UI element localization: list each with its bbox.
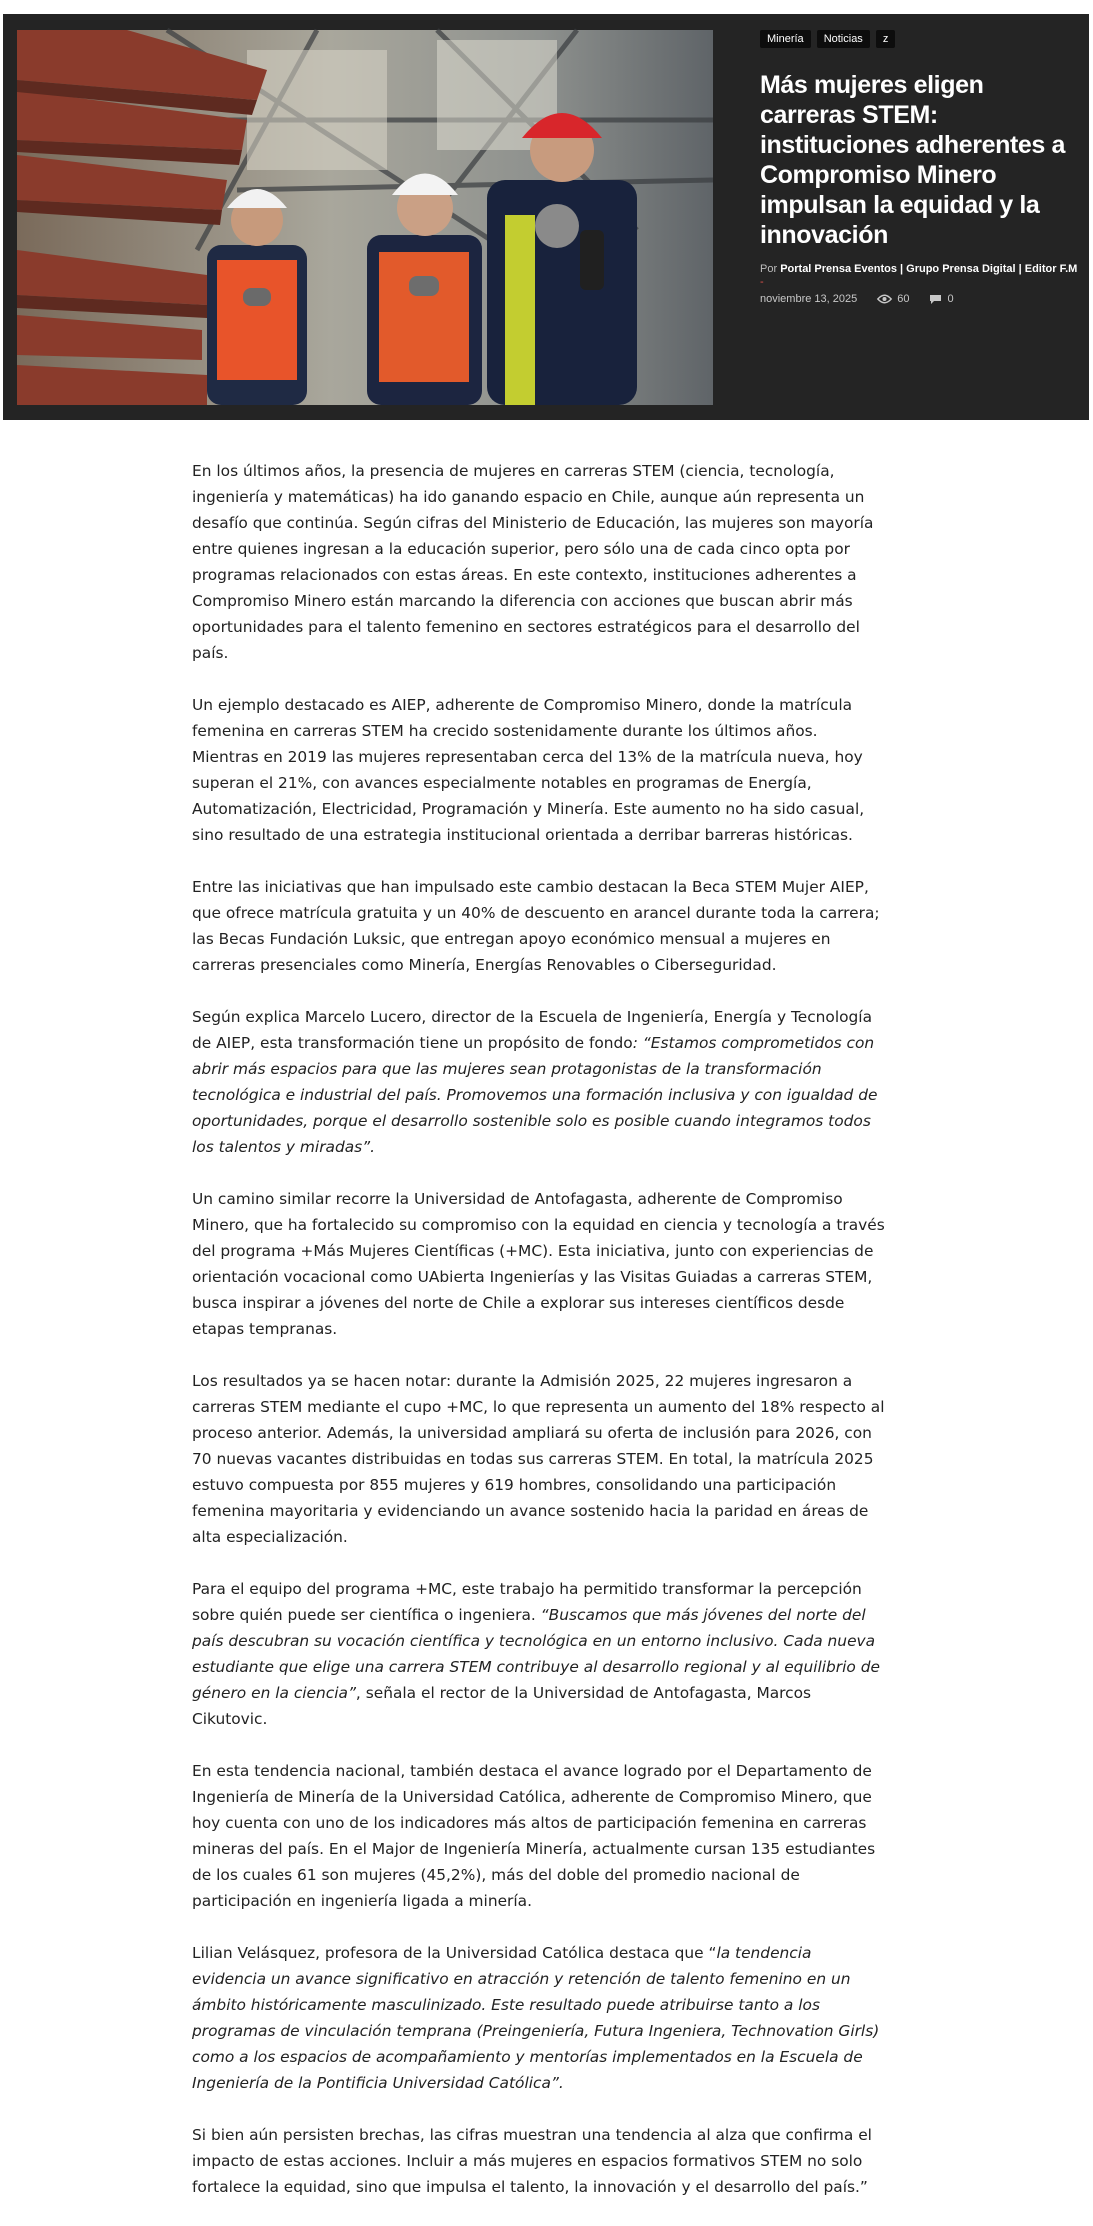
tag-mineria[interactable]: Minería xyxy=(760,30,811,48)
comments-stat[interactable] xyxy=(929,293,953,305)
quote-text: la tendencia evidencia un avance significativo en atracción y retención de talento femenino en un ámbito históricamente masculinizado. Este resultado puede atribuirse tanto a los programas de vinculación temprana (Preingeniería, Futura Ingeniera, Technovation Girls) como a los espacios de acompañamiento y mentorías implementados en la Escuela de Ingeniería de la Pontificia Universidad Católica”. xyxy=(192,1944,880,2092)
comments-count: 0 xyxy=(947,293,954,305)
tag-noticias[interactable]: Noticias xyxy=(817,30,870,48)
article-body xyxy=(192,458,887,2226)
paragraph-text: Para el equipo del programa +MC, este trabajo ha permitido transformar la percepción sobre quién puede ser científica o ingeniera. xyxy=(192,1580,862,1624)
byline-separator: - xyxy=(760,276,764,288)
hero-info xyxy=(760,30,1080,305)
article-paragraph xyxy=(192,1004,887,1160)
photo-three-women-miners-icon xyxy=(17,30,713,405)
article-hero xyxy=(3,14,1089,420)
article-paragraph xyxy=(192,1576,887,1732)
author-link[interactable]: Portal Prensa Eventos | Grupo Prensa Digital | Editor F.M xyxy=(780,263,1078,275)
tag-z[interactable]: z xyxy=(876,30,896,48)
views-stat xyxy=(877,293,909,305)
byline-prefix: Por xyxy=(760,263,778,275)
paragraph-text: Lilian Velásquez, profesora de la Universidad Católica destaca que “ xyxy=(192,1944,717,1962)
article-paragraph xyxy=(192,1940,887,2096)
views-count: 60 xyxy=(897,293,910,305)
article-paragraph: Los resultados ya se hacen notar: durante la Admisión 2025, 22 mujeres ingresaron a carreras STEM mediante el cupo +MC, lo que representa un aumento del 18% respecto al proceso anterior. Además, la universidad ampliará su oferta de inclusión para 2026, con 70 nuevas vacantes distribuidas en todas sus carreras STEM. En total, la matrícula 2025 estuvo compuesta por 855 mujeres y 619 hombres, consolidando una participación femenina mayoritaria y evidenciando un avance sostenido hacia la paridad en áreas de alta especialización. xyxy=(192,1372,885,1546)
quote-text: : “Estamos comprometidos con abrir más espacios para que las mujeres sean protagonistas de la transformación tecnológica e industrial del país. Promovemos una formación inclusiva y con igualdad de oportunidades, porque el desarrollo sostenible solo es posible cuando integramos todos los talentos y miradas”. xyxy=(192,1034,878,1156)
paragraph-text: , señala el rector de la Universidad de Antofagasta, Marcos Cikutovic. xyxy=(192,1684,812,1728)
publish-date: noviembre 13, 2025 xyxy=(760,293,858,305)
article-meta xyxy=(760,293,1080,305)
eye-icon xyxy=(877,294,892,304)
byline xyxy=(760,263,1080,289)
article-title: Más mujeres eligen carreras STEM: instituciones adherentes a Compromiso Minero impulsan la equidad y la innovación xyxy=(760,71,1065,249)
article-paragraph: Entre las iniciativas que han impulsado este cambio destacan la Beca STEM Mujer AIEP, que ofrece matrícula gratuita y un 40% de descuento en arancel durante toda la carrera; las Becas Fundación Luksic, que entregan apoyo económico mensual a mujeres en carreras presenciales como Minería, Energías Renovables o Ciberseguridad. xyxy=(192,878,880,974)
category-tags xyxy=(760,30,1080,48)
paragraph-text: Según explica Marcelo Lucero, director de la Escuela de Ingeniería, Energía y Tecnología de AIEP, esta transformación tiene un propósito de fondo xyxy=(192,1008,873,1052)
article-paragraph: En esta tendencia nacional, también destaca el avance logrado por el Departamento de Ingeniería de Minería de la Universidad Católica, adherente de Compromiso Minero, que hoy cuenta con uno de los indicadores más altos de participación femenina en carreras mineras del país. En el Major de Ingeniería Minería, actualmente cursan 135 estudiantes de los cuales 61 son mujeres (45,2%), más del doble del promedio nacional de participación en ingeniería ligada a minería. xyxy=(192,1762,876,1910)
hero-image xyxy=(17,30,713,405)
comment-icon xyxy=(929,294,942,305)
article-paragraph: Un ejemplo destacado es AIEP, adherente de Compromiso Minero, donde la matrícula femenina en carreras STEM ha crecido sostenidamente durante los últimos años. Mientras en 2019 las mujeres representaban cerca del 13% de la matrícula nueva, hoy superan el 21%, con avances especialmente notables en programas de Energía, Automatización, Electricidad, Programación y Minería. Este aumento no ha sido casual, sino resultado de una estrategia institucional orientada a derribar barreras históricas. xyxy=(192,696,865,844)
quote-text: “Buscamos que más jóvenes del norte del país descubran su vocación científica y tecnológica en un entorno inclusivo. Cada nueva estudiante que elige una carrera STEM contribuye al desarrollo regional y al equilibrio de género en la ciencia” xyxy=(192,1606,880,1702)
article-paragraph: Un camino similar recorre la Universidad de Antofagasta, adherente de Compromiso Minero, que ha fortalecido su compromiso con la equidad en ciencia y tecnología a través del programa +Más Mujeres Científicas (+MC). Esta iniciativa, junto con experiencias de orientación vocacional como UAbierta Ingenierías y las Visitas Guiadas a carreras STEM, busca inspirar a jóvenes del norte de Chile a explorar sus intereses científicos desde etapas tempranas. xyxy=(192,1190,885,1338)
article-paragraph: En los últimos años, la presencia de mujeres en carreras STEM (ciencia, tecnología, ingeniería y matemáticas) ha ido ganando espacio en Chile, aunque aún representa un desafío que continúa. Según cifras del Ministerio de Educación, las mujeres son mayoría entre quienes ingresan a la educación superior, pero sólo una de cada cinco opta por programas relacionados con estas áreas. En este contexto, instituciones adherentes a Compromiso Minero están marcando la diferencia con acciones que buscan abrir más oportunidades para el talento femenino en sectores estratégicos para el desarrollo del país. xyxy=(192,462,874,662)
article-paragraph: Si bien aún persisten brechas, las cifras muestran una tendencia al alza que confirma el impacto de estas acciones. Incluir a más mujeres en espacios formativos STEM no solo fortalece la equidad, sino que impulsa el talento, la innovación y el desarrollo del país.” xyxy=(192,2126,872,2196)
